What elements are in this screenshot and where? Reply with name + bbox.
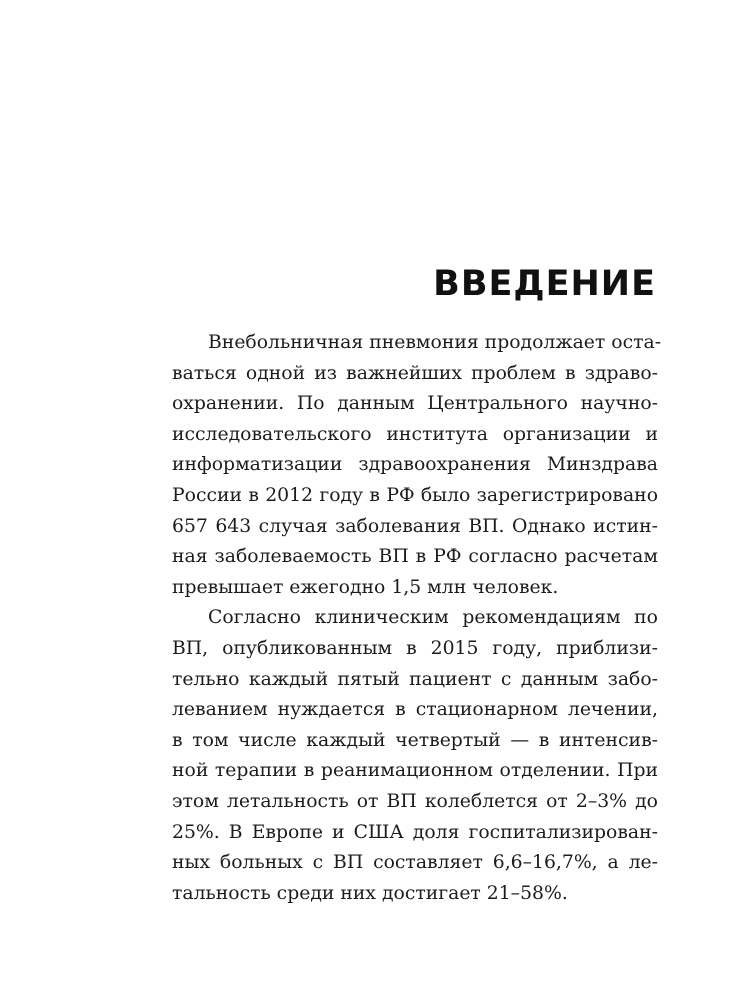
text-line: России в 2012 году в РФ было зарегистрировано bbox=[172, 484, 658, 506]
text-line: ных больных с ВП составляет 6,6–16,7%, а ле- bbox=[172, 852, 658, 874]
paragraph-2 bbox=[172, 603, 658, 909]
text-line: 657 643 случая заболевания ВП. Однако истин- bbox=[172, 515, 658, 537]
text-line: 25%. В Европе и США доля госпитализирован- bbox=[172, 821, 658, 843]
chapter-heading: ВВЕДЕНИЕ bbox=[433, 264, 656, 304]
text-line: леванием нуждается в стационарном лечении, bbox=[172, 699, 658, 721]
body-text bbox=[172, 328, 662, 909]
text-line: ВП, опубликованным в 2015 году, приблизи- bbox=[172, 637, 658, 659]
text-line: превышает ежегодно 1,5 млн человек. bbox=[172, 576, 559, 598]
text-line: этом летальность от ВП колеблется от 2–3% до bbox=[172, 790, 658, 812]
text-line: Согласно клиническим рекомендациям по bbox=[208, 607, 658, 629]
text-line: в том числе каждый четвертый — в интенсив- bbox=[172, 729, 658, 751]
text-line: тальность среди них достигает 21–58%. bbox=[172, 882, 568, 904]
text-line: тельно каждый пятый пациент с данным забо- bbox=[172, 668, 658, 690]
text-line: ная заболеваемость ВП в РФ согласно расчетам bbox=[172, 546, 658, 568]
paragraph-1 bbox=[172, 328, 662, 603]
text-line: Внебольничная пневмония продолжает оста- bbox=[208, 332, 662, 353]
text-line: охранении. По данным Центрального научно- bbox=[172, 393, 658, 415]
text-line: ваться одной из важнейших проблем в здраво- bbox=[172, 362, 658, 384]
text-line: информатизации здравоохранения Минздрава bbox=[172, 454, 658, 476]
text-line: ной терапии в реанимационном отделении. При bbox=[172, 760, 658, 782]
text-line: исследовательского института организации и bbox=[172, 423, 658, 445]
